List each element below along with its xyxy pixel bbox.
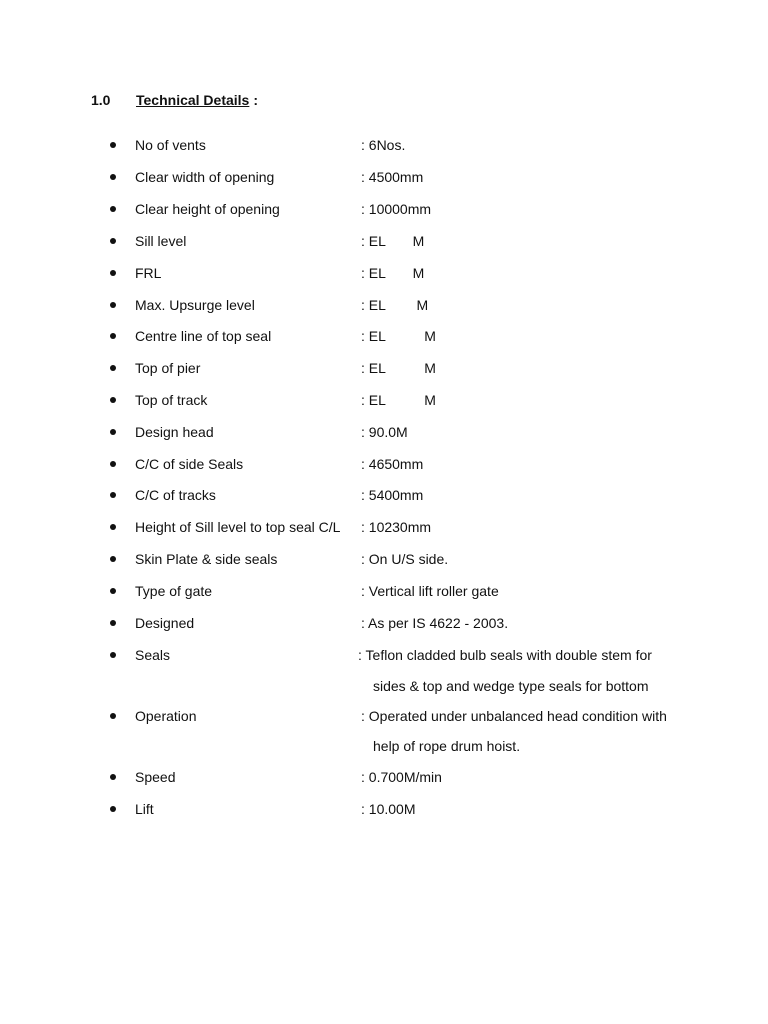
spec-item-cc-side-seals (0, 456, 768, 478)
spec-label: Skin Plate & side seals (135, 551, 278, 567)
section-number: 1.0 (91, 92, 111, 108)
bullet-icon (110, 774, 116, 780)
spec-item-cc-tracks (0, 487, 768, 509)
section-title: Technical Details (136, 92, 250, 108)
spec-item-seals (0, 647, 768, 669)
spec-value: : 4500mm (361, 169, 424, 185)
spec-item-operation (0, 708, 768, 730)
bullet-icon (110, 206, 116, 212)
spec-item-lift (0, 801, 768, 823)
spec-item-centre-line-top-seal (0, 328, 768, 350)
spec-value: : EL M (361, 297, 429, 313)
spec-item-height-sill-to-top-seal (0, 519, 768, 541)
section-heading (91, 92, 258, 108)
bullet-icon (110, 652, 116, 658)
bullet-icon (110, 365, 116, 371)
spec-value: : 10230mm (361, 519, 432, 535)
spec-value: : Teflon cladded bulb seals with double stem for (358, 647, 652, 663)
spec-label: Height of Sill level to top seal C/L (135, 519, 341, 535)
spec-label: No of vents (135, 137, 206, 153)
bullet-icon (110, 492, 116, 498)
spec-value-continuation: help of rope drum hoist. (373, 738, 521, 754)
spec-label: Lift (135, 801, 154, 817)
bullet-icon (110, 142, 116, 148)
spec-value: : Operated under unbalanced head condition with (361, 708, 667, 724)
bullet-icon (110, 270, 116, 276)
spec-item-speed (0, 769, 768, 791)
bullet-icon (110, 806, 116, 812)
spec-label: Seals (135, 647, 171, 663)
bullet-icon (110, 556, 116, 562)
bullet-icon (110, 588, 116, 594)
spec-item-design-head (0, 424, 768, 446)
bullet-icon (110, 461, 116, 467)
spec-label: Top of pier (135, 360, 201, 376)
spec-label: Sill level (135, 233, 187, 249)
spec-value: : EL M (361, 265, 425, 281)
spec-label: Operation (135, 708, 197, 724)
spec-item-top-of-track (0, 392, 768, 414)
spec-value: : 10000mm (361, 201, 432, 217)
bullet-icon (110, 174, 116, 180)
spec-item-frl (0, 265, 768, 287)
spec-value: : EL M (361, 360, 436, 376)
spec-label: Speed (135, 769, 176, 785)
spec-value: : Vertical lift roller gate (361, 583, 499, 599)
bullet-icon (110, 429, 116, 435)
spec-item-type-of-gate (0, 583, 768, 605)
bullet-icon (110, 333, 116, 339)
spec-value: : 10.00M (361, 801, 416, 817)
spec-value: : 6Nos. (361, 137, 406, 153)
spec-item-max-upsurge-level (0, 297, 768, 319)
spec-label: FRL (135, 265, 162, 281)
bullet-icon (110, 713, 116, 719)
spec-value: : 4650mm (361, 456, 424, 472)
spec-item-sill-level (0, 233, 768, 255)
section-colon: : (253, 92, 259, 108)
spec-value: : EL M (361, 392, 436, 408)
spec-item-no-of-vents (0, 137, 768, 159)
bullet-icon (110, 620, 116, 626)
spec-item-clear-width (0, 169, 768, 191)
spec-value: : As per IS 4622 - 2003. (361, 615, 509, 631)
bullet-icon (110, 524, 116, 530)
spec-label: Design head (135, 424, 214, 440)
bullet-icon (110, 238, 116, 244)
spec-item-clear-height (0, 201, 768, 223)
spec-label: Max. Upsurge level (135, 297, 255, 313)
spec-label: C/C of tracks (135, 487, 216, 503)
spec-value: : On U/S side. (361, 551, 449, 567)
spec-label: Clear height of opening (135, 201, 280, 217)
spec-value: : EL M (361, 328, 436, 344)
spec-value: : EL M (361, 233, 425, 249)
spec-value: : 90.0M (361, 424, 408, 440)
spec-label: Clear width of opening (135, 169, 275, 185)
bullet-icon (110, 302, 116, 308)
spec-label: C/C of side Seals (135, 456, 244, 472)
spec-item-skin-plate (0, 551, 768, 573)
spec-item-designed (0, 615, 768, 637)
spec-value: : 5400mm (361, 487, 424, 503)
spec-item-top-of-pier (0, 360, 768, 382)
bullet-icon (110, 397, 116, 403)
spec-label: Designed (135, 615, 195, 631)
spec-value-continuation: sides & top and wedge type seals for bottom (373, 678, 649, 694)
spec-label: Type of gate (135, 583, 213, 599)
spec-label: Top of track (135, 392, 208, 408)
spec-label: Centre line of top seal (135, 328, 272, 344)
spec-value: : 0.700M/min (361, 769, 442, 785)
